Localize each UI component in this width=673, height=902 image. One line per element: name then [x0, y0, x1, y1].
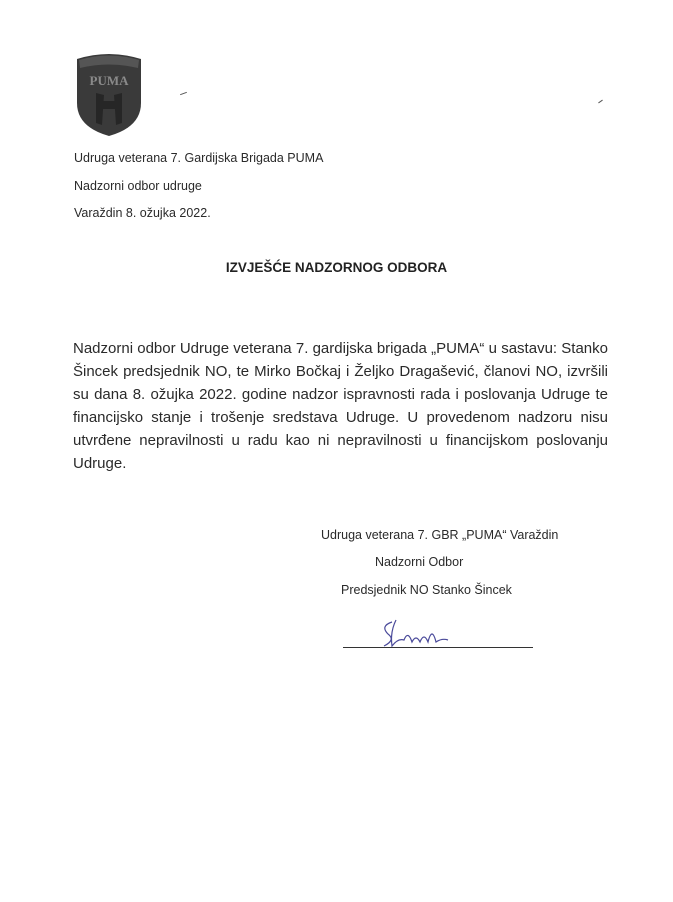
paragraph-line: financijsko stanje i trošenje sredstava Udruge. U provedenom nadzoru nisu [73, 409, 608, 426]
paragraph-line: Udruge. [73, 455, 127, 472]
document-title: IZVJEŠĆE NADZORNOG ODBORA [225, 260, 448, 275]
signatory-name: Predsjednik NO Stanko Šincek [341, 583, 512, 597]
signature-body: Nadzorni Odbor [375, 555, 464, 569]
paragraph-line: Nadzorni odbor Udruge veterana 7. gardijska brigada „PUMA“ u sastavu: Stanko [73, 340, 608, 357]
paragraph-line: su dana 8. ožujka 2022. godine nadzor ispravnosti rada i poslovanja Udruge te [73, 386, 608, 403]
report-paragraph [73, 337, 608, 475]
puma-emblem-logo [74, 51, 144, 137]
svg-text:PUMA: PUMA [89, 73, 129, 88]
handwritten-signature [378, 616, 458, 655]
header-place-date: Varaždin 8. ožujka 2022. [74, 206, 211, 220]
paragraph-line: Šincek predsjednik NO, te Mirko Bočkaj i Željko Dragašević, članovi NO, izvršili [73, 363, 608, 380]
header-organization: Udruga veterana 7. Gardijska Brigada PUMA [74, 151, 324, 165]
header-body: Nadzorni odbor udruge [74, 179, 202, 193]
signature-organization: Udruga veterana 7. GBR „PUMA“ Varaždin [321, 528, 559, 542]
paragraph-line: utvrđene nepravilnosti u radu kao ni nepravilnosti u financijskom poslovanju [73, 432, 608, 449]
signature-line [343, 647, 533, 648]
